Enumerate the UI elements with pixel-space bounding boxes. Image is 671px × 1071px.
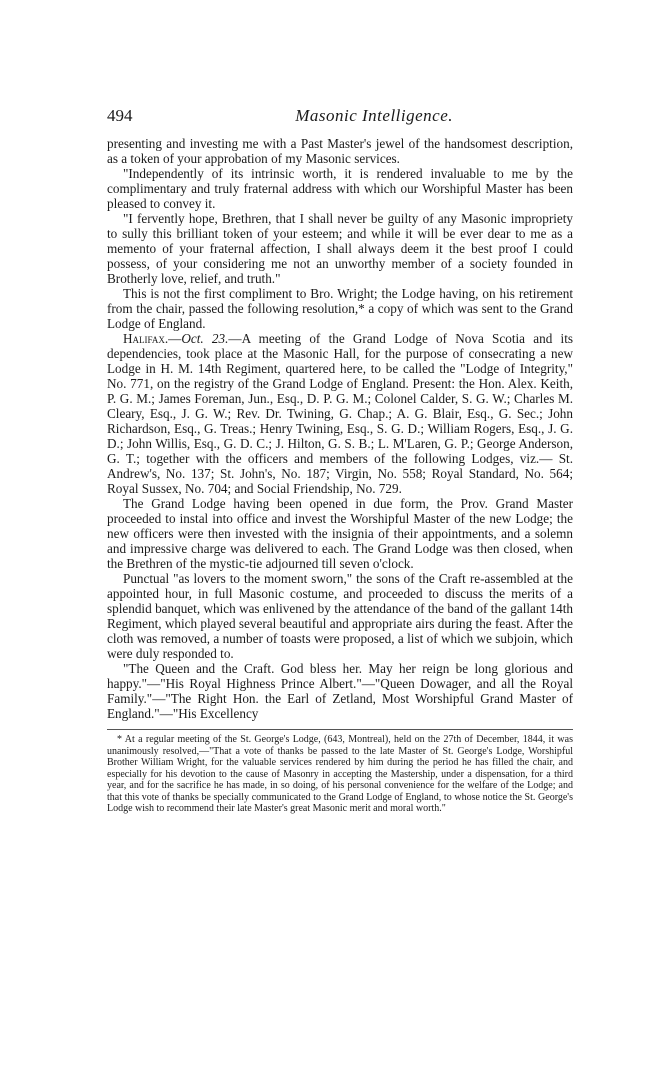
page-number: 494	[107, 106, 133, 125]
footnote-divider	[107, 729, 573, 730]
paragraph-halifax-meeting: Halifax.—Oct. 23.—A meeting of the Grand Lodge of Nova Scotia and its dependencies, took place at the Masonic Hall, for the purpose of consecrating a new Lodge in H. M. 14th Regiment, quartered here, to be called the "Lodge of Integrity," No. 771, on the registry of the Grand Lodge of England. Present: the Hon. Alex. Keith, P. G. M.; James Foreman, Jun., Esq., D. P. G. M.; Colonel Calder, S. G. W.; Charles M. Cleary, Esq., J. G. W.; Rev. Dr. Twining, G. Chap.; A. G. Blair, Esq., G. Sec.; John Richardson, Esq., G. Treas.; Henry Twining, Esq., S. G. D.; William Rogers, Esq., J. G. D.; John Willis, Esq., G. D. C.; J. Hilton, G. S. B.; L. M'Laren, G. P.; George Anderson, G. T.; together with the officers and members of the following Lodges, viz.— St. Andrew's, No. 137; St. John's, No. 187; Virgin, No. 558; Royal Standard, No. 564; Royal Sussex, No. 704; and Social Friendship, No. 729.	[107, 331, 573, 496]
footnote: * At a regular meeting of the St. George's Lodge, (643, Montreal), held on the 27th of December, 1844, it was unanimously resolved,—"That a vote of thanks be passed to the late Master of St. George's Lodge, Worshipful Brother William Wright, for the valuable services rendered by him during the period he has filled the chair, and especially for his devotion to the cause of Masonry in accepting the Mastership, under a dispensation, for a third year, and for the sacrifice he has made, in so doing, of his personal convenience for the welfare of the Lodge; and that this vote of thanks be specially communicated to the Grand Lodge of England, to whose notice the St. George's Lodge wish to recommend their late Master's great Masonic merit and moral worth."	[107, 734, 573, 814]
paragraph-banquet: Punctual "as lovers to the moment sworn," the sons of the Craft re-assembled at the appointed hour, in full Masonic costume, and proceeded to discuss the merits of a splendid banquet, which was enlivened by the attendance of the band of the gallant 14th Regiment, which played several beautiful and appropriate airs during the feast. After the cloth was removed, a number of toasts were proposed, a list of which we subjoin, which were duly responded to.	[107, 571, 573, 661]
paragraph-jewel-presentation: presenting and investing me with a Past Master's jewel of the handsomest description, as a token of your approbation of my Masonic services.	[107, 136, 573, 166]
place-heading: Halifax.	[123, 331, 169, 346]
meeting-date: Oct. 23.	[181, 331, 229, 346]
running-title: Masonic Intelligence.	[295, 106, 453, 125]
book-page	[107, 106, 573, 986]
page-header	[107, 106, 573, 136]
paragraph-toasts: "The Queen and the Craft. God bless her. May her reign be long glorious and happy."—"His Royal Highness Prince Albert."—"Queen Dowager, and all the Royal Family."—"The Right Hon. the Earl of Zetland, Most Worshipful Grand Master of England."—"His Excellency	[107, 661, 573, 721]
paragraph-compliment-wright: This is not the first compliment to Bro. Wright; the Lodge having, on his retirement from the chair, passed the following resolution,* a copy of which was sent to the Grand Lodge of England.	[107, 286, 573, 331]
paragraph-grand-lodge-opened: The Grand Lodge having been opened in due form, the Prov. Grand Master proceeded to instal into office and invest the Worshipful Master of the new Lodge; the new officers were then invested with the insignia of their appointments, and a solemn and impressive charge was delivered to each. The Grand Lodge was then closed, when the Brethren of the mystic-tie adjourned till seven o'clock.	[107, 496, 573, 571]
halifax-text: —A meeting of the Grand Lodge of Nova Scotia and its dependencies, took place at the Masonic Hall, for the purpose of consecrating a new Lodge in H. M. 14th Regiment, quartered here, to be called the "Lodge of Integrity," No. 771, on the registry of the Grand Lodge of England. Present: the Hon. Alex. Keith, P. G. M.; James Foreman, Jun., Esq., D. P. G. M.; Colonel Calder, S. G. W.; Charles M. Cleary, Esq., J. G. W.; Rev. Dr. Twining, G. Chap.; A. G. Blair, Esq., G. Sec.; John Richardson, Esq., G. Treas.; Henry Twining, Esq., S. G. D.; William Rogers, Esq., J. G. D.; John Willis, Esq., G. D. C.; J. Hilton, G. S. B.; L. M'Laren, G. P.; George Anderson, G. T.; together with the officers and members of the following Lodges, viz.— St. Andrew's, No. 137; St. John's, No. 187; Virgin, No. 558; Royal Standard, No. 564; Royal Sussex, No. 704; and Social Friendship, No. 729.	[107, 331, 573, 496]
paragraph-intrinsic-worth: "Independently of its intrinsic worth, it is rendered invaluable to me by the complimentary and truly fraternal address with which our Worshipful Master has been pleased to convey it.	[107, 166, 573, 211]
paragraph-fervent-hope: "I fervently hope, Brethren, that I shall never be guilty of any Masonic impropriety to sully this brilliant token of your esteem; and while it will be ever dear to me as a memento of your fraternal affection, I shall always deem it the best proof I could possess, of your considering me not an unworthy member of a society founded in Brotherly love, relief, and truth."	[107, 211, 573, 286]
